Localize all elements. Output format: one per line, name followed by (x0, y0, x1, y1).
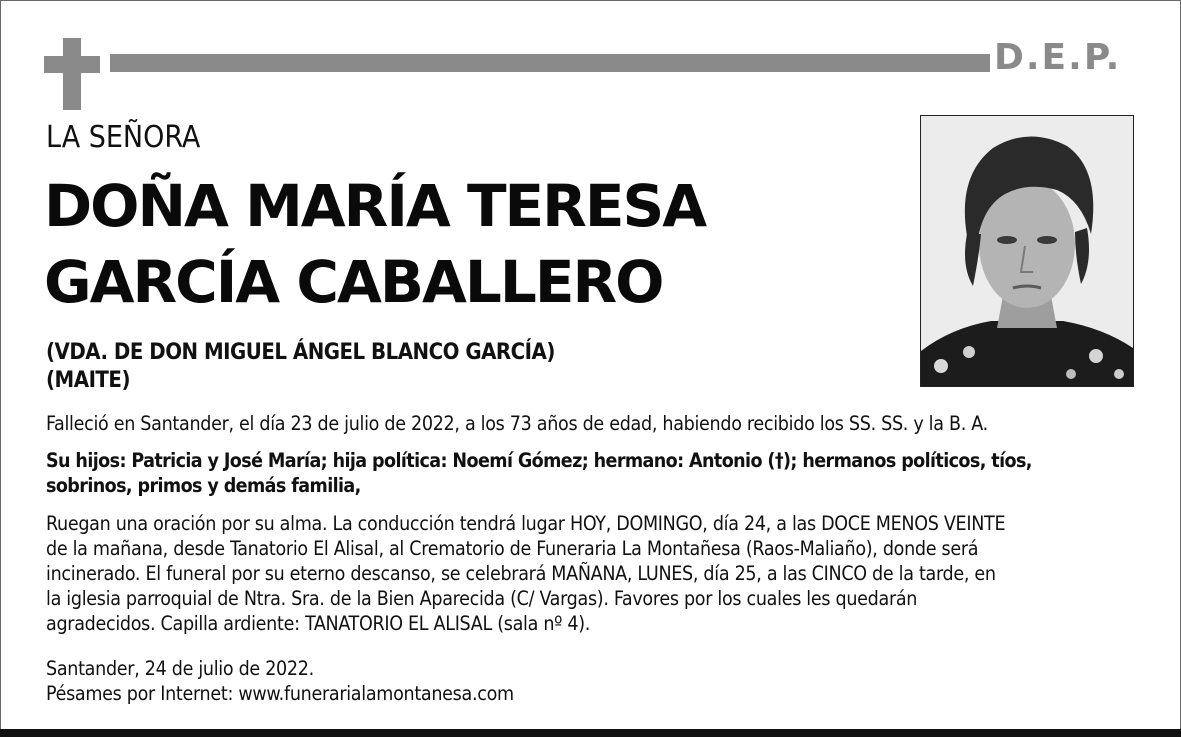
closing-info (46, 656, 1146, 706)
family-list (46, 448, 1146, 498)
service-line-4: la iglesia parroquial de Ntra. Sra. de la Bien Aparecida (C/ Vargas). Favores por los cuales les quedarán (46, 587, 918, 610)
condolences-link: Pésames por Internet: www.funerarialamontanesa.com (46, 682, 514, 705)
service-details (46, 511, 1146, 636)
family-line-1: Su hijos: Patricia y José María; hija política: Noemí Gómez; hermano: Antonio (†); hermanos políticos, tíos, (46, 449, 1032, 472)
service-line-3: incinerado. El funeral por su eterno descanso, se celebrará MAÑANA, LUNES, día 25, a las CINCO de la tarde, en (46, 562, 996, 585)
death-line: Falleció en Santander, el día 23 de julio de 2022, a los 73 años de edad, habiendo recibido los SS. SS. y la B. A. (46, 412, 988, 435)
name-line-1: DOÑA MARÍA TERESA (44, 172, 706, 240)
portrait-photo (920, 115, 1134, 387)
header-rule (110, 54, 990, 72)
bottom-rule (0, 729, 1181, 737)
nickname-line: (MAITE) (46, 368, 130, 393)
dep-label: D.E.P. (994, 37, 1122, 78)
cross-icon (44, 38, 100, 110)
family-line-2: sobrinos, primos y demás familia, (46, 474, 361, 497)
service-line-2: de la mañana, desde Tanatorio El Alisal, al Crematorio de Funeraria La Montañesa (Raos-Maliaño), donde será (46, 537, 979, 560)
name-line-2: GARCÍA CABALLERO (44, 248, 663, 316)
widow-info (46, 339, 555, 395)
honorific: LA SEÑORA (46, 120, 201, 155)
service-line-5: agradecidos. Capilla ardiente: TANATORIO EL ALISAL (sala nº 4). (46, 612, 591, 635)
service-line-1: Ruegan una oración por su alma. La conducción tendrá lugar HOY, DOMINGO, día 24, a las DOCE MENOS VEINTE (46, 512, 1006, 535)
death-statement (46, 411, 1146, 436)
widow-line-1: (VDA. DE DON MIGUEL ÁNGEL BLANCO GARCÍA) (46, 340, 555, 365)
deceased-name (44, 168, 904, 320)
place-date: Santander, 24 de julio de 2022. (46, 657, 314, 680)
